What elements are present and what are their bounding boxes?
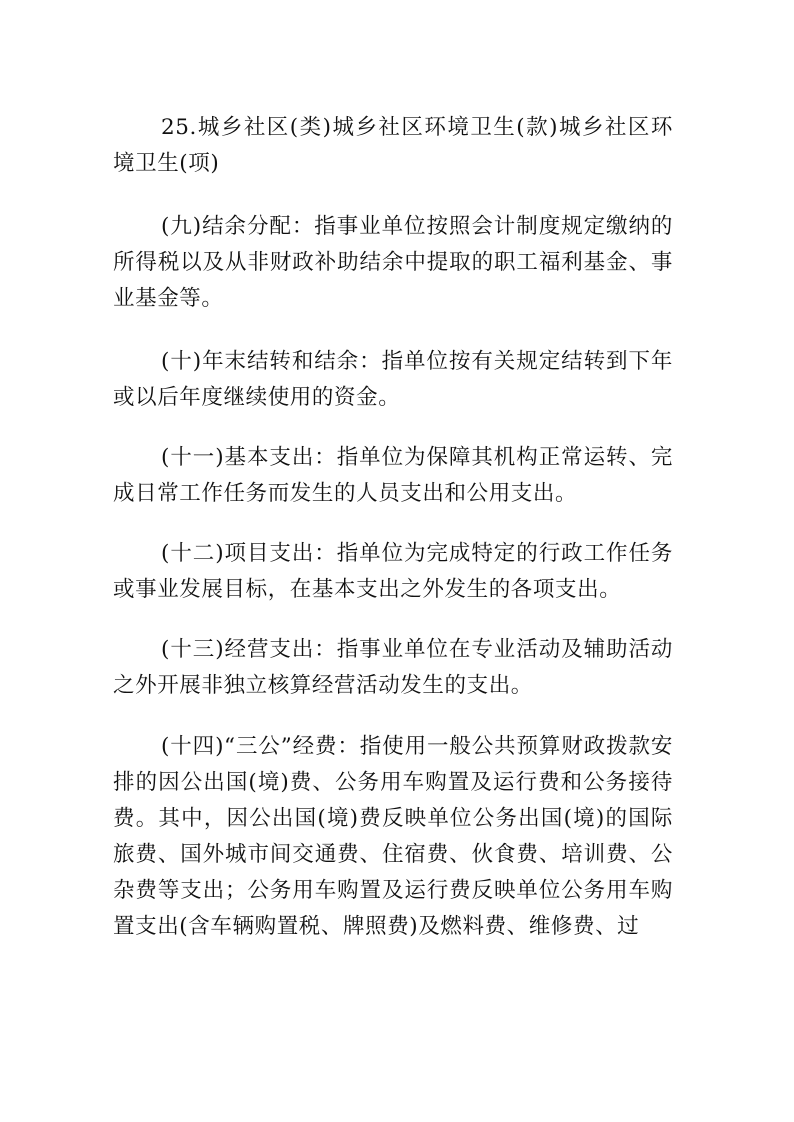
paragraph-basic-expenditure: (十一)基本支出：指单位为保障其机构正常运转、完成日常工作任务而发生的人员支出和公用支出。 xyxy=(113,445,673,506)
paragraph-operating-expenditure: (十三)经营支出：指事业单位在专业活动及辅助活动之外开展非独立核算经营活动发生的支出。 xyxy=(113,637,673,698)
paragraph-project-expenditure: (十二)项目支出：指单位为完成特定的行政工作任务或事业发展目标，在基本支出之外发生的各项支出。 xyxy=(113,541,673,602)
paragraph-three-public-expenses: (十四)“三公”经费：指使用一般公共预算财政拨款安排的因公出国(境)费、公务用车购置及运行费和公务接待费。其中，因公出国(境)费反映单位公务出国(境)的国际旅费、国外城市间交通费、住宿费、伙食费、培训费、公杂费等支出；公务用车购置及运行费反映单位公务用车购置支出(含车辆购置税、牌照费)及燃料费、维修费、过 xyxy=(113,734,673,939)
paragraph-surplus-distribution: (九)结余分配：指事业单位按照会计制度规定缴纳的所得税以及从非财政补助结余中提取的职工福利基金、事业基金等。 xyxy=(113,214,673,311)
paragraph-25-urban-rural-sanitation: 25.城乡社区(类)城乡社区环境卫生(款)城乡社区环境卫生(项) xyxy=(113,115,673,176)
paragraph-year-end-carryover: (十)年末结转和结余：指单位按有关规定结转到下年或以后年度继续使用的资金。 xyxy=(113,349,673,410)
